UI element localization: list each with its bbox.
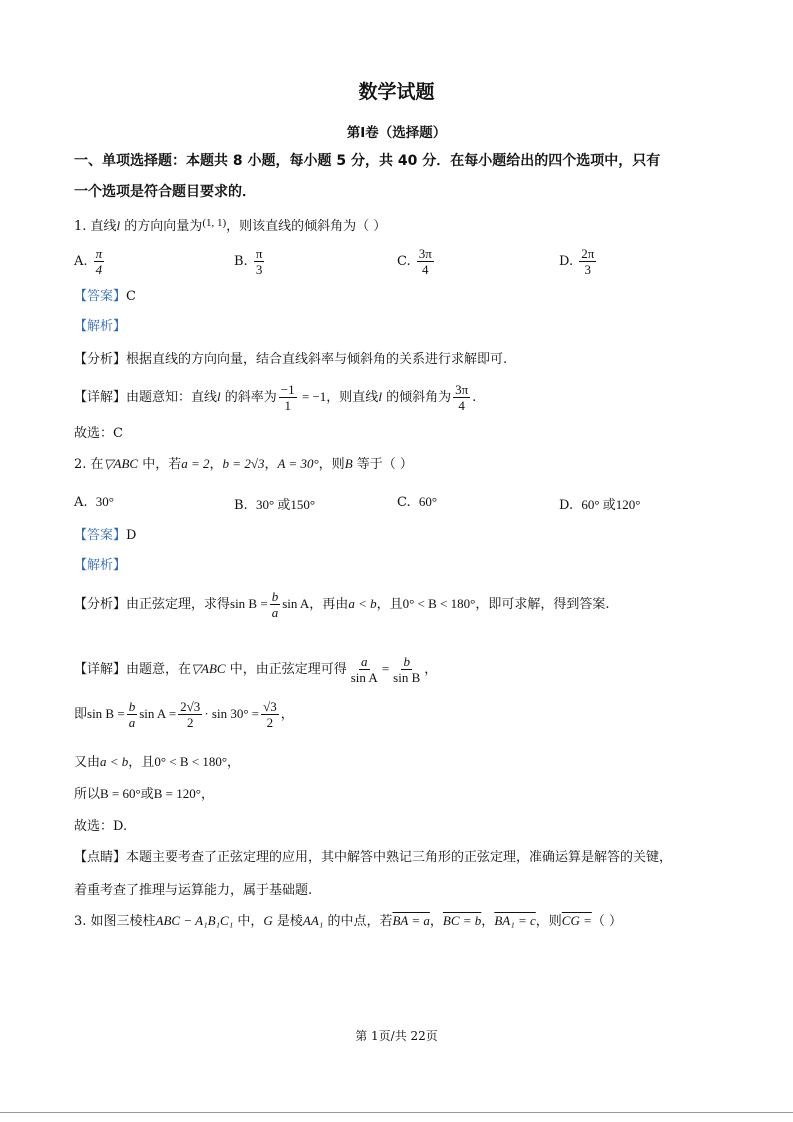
ji-text: 即	[74, 707, 88, 722]
frac-num: 3π	[418, 246, 432, 261]
detail-text: 中，由正弦定理可得	[225, 662, 347, 677]
q1-option-d	[559, 246, 598, 277]
angle-range: 0° < B < 180°	[402, 596, 476, 611]
q1-answer	[74, 288, 136, 306]
q2-detail	[74, 652, 437, 686]
q2-suo-line	[74, 785, 214, 804]
detail-math: = −1	[298, 389, 327, 404]
answer-value: D	[126, 528, 137, 543]
sep: ，	[429, 914, 443, 929]
frac-den: 4	[95, 262, 103, 277]
frac-num: 2π	[581, 246, 595, 261]
angle-range: 0° < B < 180°	[154, 754, 228, 769]
section-subtitle: 第Ⅰ卷（选择题）	[346, 125, 447, 141]
you-text: 又由	[74, 755, 101, 770]
B-120: B = 120°	[153, 786, 201, 801]
q2-dianjing-2: 着重考查了推理与运算能力，属于基础题.	[74, 883, 313, 898]
var-G: G	[263, 913, 273, 928]
option-label: B.	[234, 498, 248, 513]
sep: ，则	[535, 914, 562, 929]
detail-text: ，则直线	[326, 390, 379, 405]
frac-num: π	[95, 246, 103, 261]
fenxi-text: ，即可求解，得到答案.	[475, 597, 610, 612]
frac-num: a	[361, 654, 368, 669]
suo-text: ，	[200, 787, 214, 802]
q2-analysis-tag: 【解析】	[74, 558, 127, 573]
q1-detail	[74, 380, 476, 414]
cond-c: A = 30°	[277, 456, 319, 471]
q2-option-d	[559, 494, 641, 513]
suo-text: 或	[140, 787, 154, 802]
answer-tag: 【答案】	[74, 289, 127, 304]
q1-option-c	[397, 246, 436, 277]
vector-ba1: BA₁ = c	[494, 913, 536, 928]
var-B: B	[344, 456, 353, 471]
q2-choose: 故选：D.	[74, 819, 128, 834]
option-text: 30°	[95, 494, 114, 509]
equals: =	[381, 661, 390, 676]
q2-stem-text: ，则	[318, 457, 345, 472]
frac-den: 2	[186, 715, 194, 730]
a-lt-b: a < b	[100, 754, 129, 769]
fenxi-text: 【分析】由正弦定理，求得	[74, 597, 231, 612]
sinB: sin B =	[230, 596, 268, 611]
vector-cg: CG =	[561, 913, 592, 928]
section-heading-line1: 一、单项选择题：本题共 8 小题，每小题 5 分，共 40 分．在每小题给出的四个选项中，只有	[74, 153, 661, 169]
q1-option-b	[234, 246, 266, 277]
q1-stem-text: 的方向向量为	[120, 219, 203, 234]
q3-stem-text: 中，	[233, 914, 264, 929]
frac-num: b	[403, 654, 410, 669]
option-label: C.	[397, 254, 411, 269]
q3-stem	[74, 912, 622, 931]
suo-text: 所以	[74, 787, 101, 802]
option-text: 60° 或120°	[581, 497, 641, 512]
cond-b: b = 2√3	[222, 456, 265, 471]
option-label: A.	[74, 495, 88, 510]
q2-stem	[74, 455, 413, 474]
frac-num: −1	[280, 382, 295, 397]
ji-text: ，	[280, 707, 294, 722]
sep: ，	[264, 457, 278, 472]
q1-stem	[74, 214, 386, 236]
edge-aa1: AA₁	[302, 913, 324, 928]
frac-den: 3	[255, 262, 263, 277]
direction-vector: (1, 1)	[202, 217, 227, 229]
q3-stem-text: 3. 如图三棱柱	[74, 914, 156, 929]
vector-bc: BC = b	[442, 913, 482, 928]
frac-num: 2√3	[180, 699, 201, 714]
q1-option-a	[74, 246, 106, 277]
detail-text: 【详解】由题意，在	[74, 662, 192, 677]
q2-stem-text: 2. 在	[74, 457, 104, 472]
cond-a: a = 2	[181, 456, 210, 471]
q2-stem-text: 中，若	[138, 457, 182, 472]
page-title: 数学试题	[358, 81, 435, 103]
vector-ba: BA = a	[392, 913, 430, 928]
var-l: l	[378, 389, 382, 404]
q1-choose: 故选：C	[74, 426, 123, 441]
var-l: l	[217, 389, 221, 404]
frac-den: sin A	[350, 670, 378, 685]
option-label: C.	[397, 495, 411, 510]
sinA: sin A =	[139, 706, 177, 721]
q2-option-c	[397, 494, 437, 510]
detail-text: .	[472, 390, 477, 405]
q3-stem-text: 的中点，若	[323, 914, 393, 929]
option-label: A.	[74, 254, 88, 269]
q2-option-b	[234, 494, 315, 513]
sep: ，	[481, 914, 495, 929]
frac-num: π	[255, 246, 263, 261]
frac-den: 4	[422, 262, 429, 277]
fenxi-text: ，且	[376, 597, 403, 612]
frac-den: a	[128, 715, 136, 730]
option-label: B.	[234, 254, 248, 269]
q2-dianjing-1: 【点睛】本题主要考查了正弦定理的应用，其中解答中熟记三角形的正弦定理，准确运算是解答的关键，	[74, 850, 673, 865]
sep: ，	[209, 457, 223, 472]
fenxi-text: ，再由	[309, 597, 349, 612]
frac-den: 1	[284, 398, 291, 413]
frac-den: 4	[458, 398, 465, 413]
q3-stem-text: （ ）	[591, 914, 623, 929]
answer-tag: 【答案】	[74, 528, 127, 543]
answer-value: C	[126, 289, 136, 304]
sin30: · sin 30° =	[204, 706, 260, 721]
q1-fenxi: 【分析】根据直线的方向向量，结合直线斜率与倾斜角的关系进行求解即可.	[74, 352, 508, 367]
option-label: D.	[559, 498, 574, 513]
detail-text: ，	[424, 662, 438, 677]
frac-num: b	[128, 699, 136, 714]
q1-analysis-tag: 【解析】	[74, 319, 127, 334]
detail-text: 的斜率为	[220, 390, 277, 405]
triangle-abc: ▽ABC	[103, 456, 139, 471]
q1-stem-text: ，则该直线的倾斜角为（ ）	[226, 219, 387, 234]
q2-ji-line	[74, 694, 294, 734]
q2-option-a	[74, 494, 114, 510]
option-text: 30° 或150°	[255, 497, 316, 512]
frac-num: √3	[263, 699, 277, 714]
q2-stem-text: 等于（ ）	[352, 457, 413, 472]
option-label: D.	[559, 254, 574, 269]
option-text: 60°	[418, 494, 438, 509]
q2-answer	[74, 527, 136, 545]
q3-stem-text: 是棱	[272, 914, 303, 929]
frac-den: 2	[266, 715, 274, 730]
triangle-abc: ▽ABC	[191, 661, 226, 676]
frac-den: a	[271, 605, 279, 620]
sinB: sin B =	[87, 706, 125, 721]
you-text: ，	[227, 755, 241, 770]
B-60: B = 60°	[100, 786, 141, 801]
sinA: sin A	[282, 596, 310, 611]
prism: ABC − A₁B₁C₁	[155, 913, 234, 928]
q2-fenxi	[74, 586, 609, 622]
bottom-divider	[0, 1112, 793, 1113]
a-lt-b: a < b	[348, 596, 377, 611]
frac-den: sin B	[393, 670, 421, 685]
frac-num: b	[271, 589, 279, 604]
frac-den: 3	[584, 262, 592, 277]
var-l: l	[116, 218, 121, 233]
frac-num: 3π	[455, 382, 469, 397]
detail-text: 【详解】由题意知：直线	[74, 390, 218, 405]
detail-text: 的倾斜角为	[381, 390, 452, 405]
q2-you-line	[74, 753, 240, 772]
section-heading-line2: 一个选项是符合题目要求的．	[74, 184, 256, 200]
you-text: ，且	[128, 755, 155, 770]
page-footer: 第 1页/共 22页	[355, 1029, 438, 1043]
q1-stem-text: 1. 直线	[74, 219, 117, 234]
